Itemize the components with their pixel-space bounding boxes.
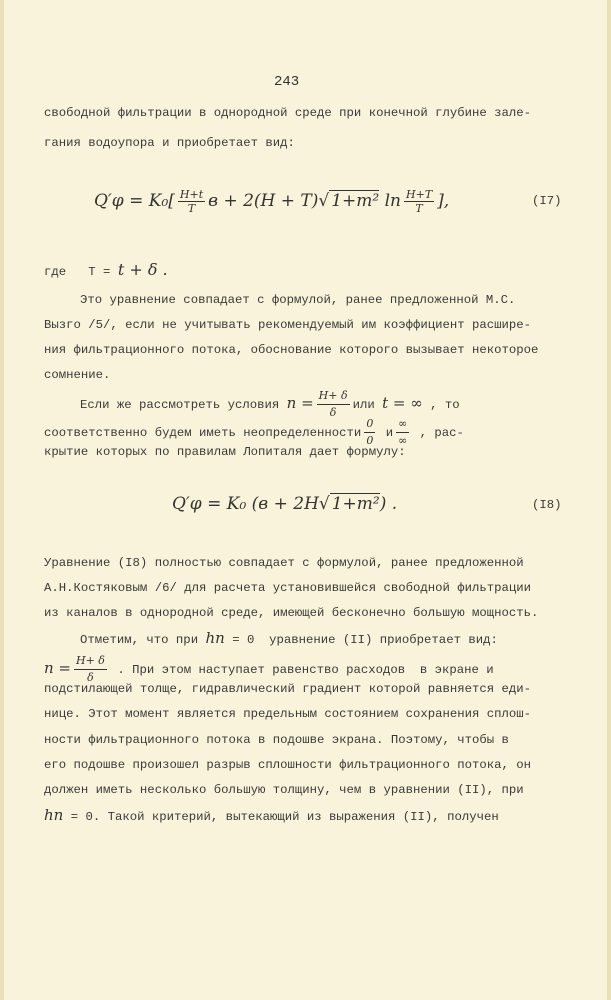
equation-number: (I8) [532, 498, 562, 512]
ln: ln [384, 191, 402, 211]
equation-number: (I7) [532, 194, 562, 208]
text: , то [430, 397, 460, 412]
math-n: n = [44, 658, 71, 677]
eq17-mid: в + 2(H + T)√ [208, 191, 330, 211]
numerator: H+t [179, 188, 204, 201]
eq17-lhs: Q′φ = K₀[ [94, 191, 175, 211]
text-line: должен иметь несколько большую толщину, чем в уравнении (II), при [44, 783, 524, 797]
denominator: 0 [366, 434, 374, 447]
math-n: n = [286, 393, 314, 412]
math-t-inf: t = ∞ [382, 393, 423, 412]
text-line: Это уравнение совпадает с формулой, ранее предложенной М.С. [80, 293, 516, 307]
denominator: δ [329, 406, 337, 419]
math-hn: hп [44, 806, 64, 824]
text: соответственно будем иметь неопределенности [44, 425, 362, 440]
text: и [385, 425, 394, 440]
eq18-end: ) . [379, 494, 398, 514]
numerator: H+ δ [74, 653, 107, 670]
text-line: ности фильтрационного потока в подошве экрана. Поэтому, чтобы в [44, 733, 509, 747]
where-expr: T = [88, 265, 111, 279]
page-number: 243 [274, 74, 300, 90]
sqrt-content: 1+m² [331, 494, 380, 514]
t-plus-delta: t + δ . [117, 260, 168, 279]
equation-17 [94, 188, 449, 215]
document-page [4, 0, 607, 1000]
text-line: свободной фильтрации в однородной среде при конечной глубине зале- [44, 106, 532, 120]
text: или [352, 397, 375, 412]
fraction [178, 188, 205, 215]
text: = 0. Такой критерий, вытекающий из выражения (II), получен [70, 810, 499, 824]
math-hn: hп [205, 629, 225, 647]
numerator: H+T [406, 188, 433, 201]
text-line: сомнение. [44, 368, 111, 382]
text-line: крытие которых по правилам Лопиталя дает формулу: [44, 445, 406, 459]
denominator: δ [87, 671, 94, 684]
sqrt-content: 1+m² [331, 191, 380, 211]
equation-18 [172, 494, 397, 514]
text: Если же рассмотреть условия [80, 397, 280, 412]
text-line: подстилающей толще, гидравлический градиент которой равняется еди- [44, 682, 532, 696]
fraction [404, 188, 434, 215]
text-line: А.Н.Костяковым /6/ для расчета установившейся свободной фильтрации [44, 581, 532, 595]
denominator: T [415, 202, 423, 215]
numerator: ∞ [396, 416, 409, 433]
denominator: ∞ [398, 434, 408, 447]
text: = 0 уравнение (II) приобретает вид: [232, 633, 498, 647]
eq17-end: ], [437, 191, 450, 211]
text-line: Вызго /5/, если не учитывать рекомендуемый им коэффициент расшире- [44, 318, 532, 332]
text-line: его подошве произошел разрыв сплошности фильтрационного потока, он [44, 758, 532, 772]
numerator: 0 [364, 416, 375, 433]
numerator: H+ δ [317, 388, 350, 405]
text: . При этом наступает равенство расходов в экране и [117, 662, 494, 677]
where-label: где [44, 265, 67, 279]
text-line: из каналов в однородной среде, имеющей бесконечно большую мощность. [44, 606, 539, 620]
text-line: Уравнение (I8) полностью совпадает с формулой, ранее предложенной [44, 556, 524, 570]
text-line [44, 262, 168, 280]
text-line [80, 630, 498, 648]
text: Отметим, что при [80, 633, 199, 647]
text: , рас- [419, 425, 464, 440]
text-line: гания водоупора и приобретает вид: [44, 136, 295, 150]
denominator: T [187, 202, 196, 215]
text-line: нице. Этот момент является предельным состоянием сохранения сплош- [44, 707, 532, 721]
eq18-lhs: Q′φ = K₀ (в + 2H√ [172, 494, 330, 514]
text-line [44, 807, 499, 825]
text-line: ния фильтрационного потока, обоснование которого вызывает некоторое [44, 343, 539, 357]
